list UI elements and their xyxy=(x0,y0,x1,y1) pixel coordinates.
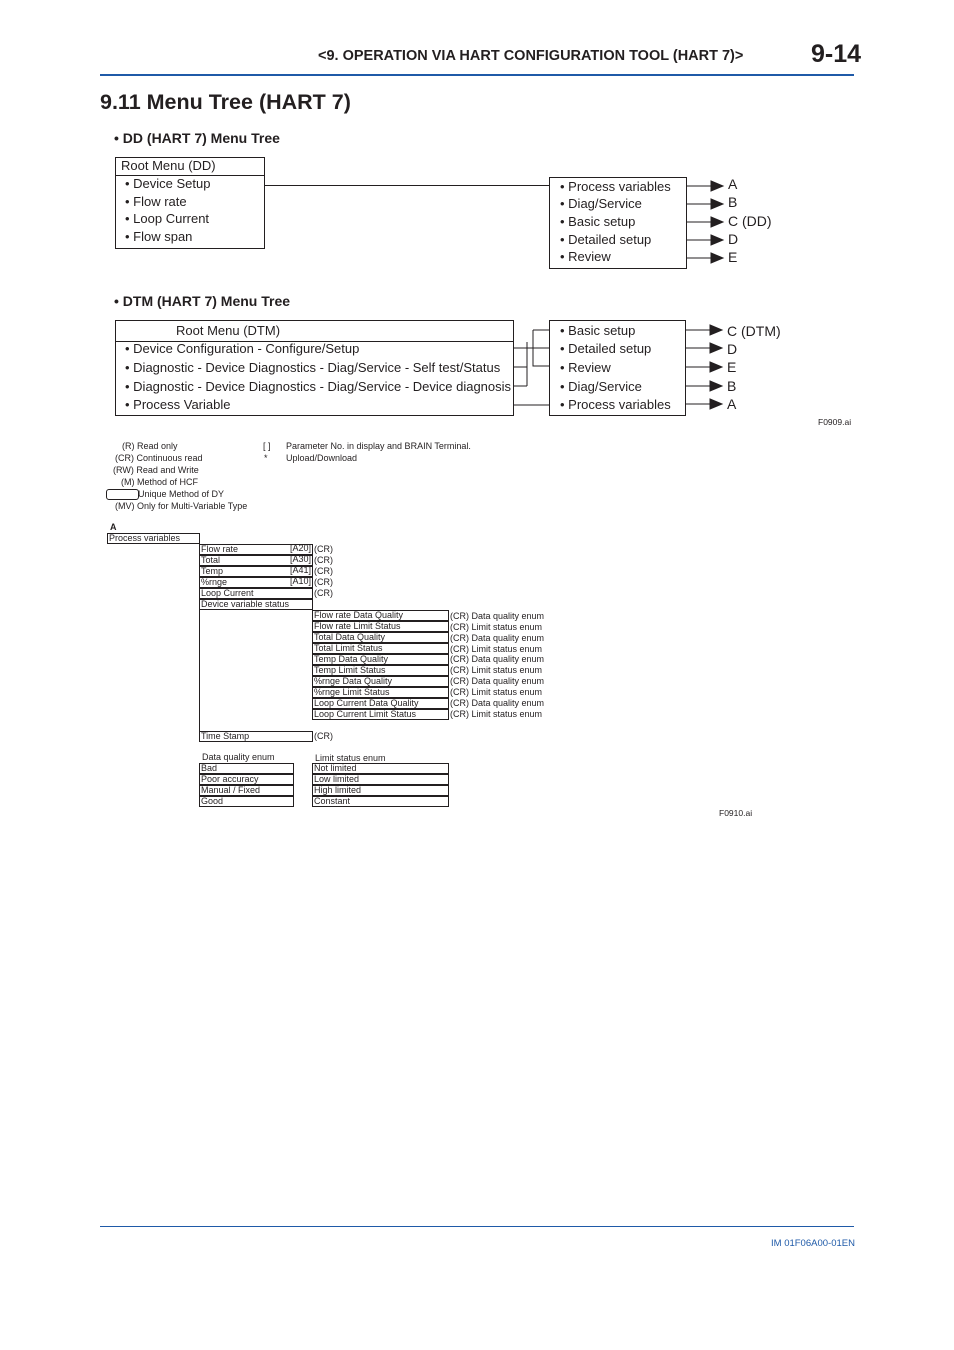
dd-sub-item: • Diag/Service xyxy=(560,196,642,211)
dtm-target-label: C (DTM) xyxy=(727,323,781,339)
figure-id-1: F0909.ai xyxy=(818,417,852,427)
dd-root-label: Root Menu (DD) xyxy=(121,158,216,173)
dd-root-item: • Flow span xyxy=(125,229,193,244)
dtm-sub-item: • Review xyxy=(560,360,611,375)
status-attr: (CR) Data quality enum xyxy=(450,611,545,621)
dd-target-label: E xyxy=(728,249,738,265)
dtm-target-label: B xyxy=(727,378,737,394)
dd-target-label: D xyxy=(728,231,739,247)
status-item: Total Data Quality xyxy=(312,632,449,643)
dd-sub-item: • Basic setup xyxy=(560,214,636,229)
param-number: [A41] xyxy=(289,566,311,575)
access-attr: (CR) xyxy=(314,588,333,598)
tree-a-item: Loop Current xyxy=(199,588,313,599)
status-attr: (CR) Limit status enum xyxy=(450,687,543,697)
dtm-root-item: • Device Configuration - Configure/Setup xyxy=(125,341,360,356)
dtm-target-label: E xyxy=(727,359,737,375)
tree-a-root: Process variables xyxy=(107,533,200,544)
dtm-target-label: A xyxy=(727,396,737,412)
access-attr: (CR) xyxy=(314,544,333,554)
dq-enum-value: Bad xyxy=(199,763,294,774)
figure-id-2: F0910.ai xyxy=(719,808,753,818)
status-attr: (CR) Limit status enum xyxy=(450,709,543,719)
legend-item: (RW) Read and Write xyxy=(113,465,199,475)
status-attr: (CR) Data quality enum xyxy=(450,676,545,686)
tree-a-item xyxy=(199,577,313,588)
ls-enum-value: High limited xyxy=(312,785,449,796)
dtm-target-label: D xyxy=(727,341,738,357)
footer-rule xyxy=(100,1226,854,1227)
status-item: %rnge Data Quality xyxy=(312,676,449,687)
dtm-sub-item: • Basic setup xyxy=(560,323,636,338)
tree-a-item xyxy=(199,555,313,566)
status-attr: (CR) Limit status enum xyxy=(450,665,543,675)
legend-item: (MV) Only for Multi-Variable Type xyxy=(115,501,248,511)
access-attr: (CR) xyxy=(314,566,333,576)
dtm-sub-item: • Diag/Service xyxy=(560,379,642,394)
dq-enum-value: Manual / Fixed xyxy=(199,785,294,796)
dtm-connectors xyxy=(513,320,551,416)
tree-a-item-label: Flow rate xyxy=(201,544,239,554)
dd-connector-line xyxy=(265,185,550,186)
status-attr: (CR) Limit status enum xyxy=(450,622,543,632)
dq-enum-value: Poor accuracy xyxy=(199,774,294,785)
status-attr: (CR) Limit status enum xyxy=(450,644,543,654)
param-number: [A30] xyxy=(289,555,311,564)
ls-enum-value: Not limited xyxy=(312,763,449,774)
dd-root-item: • Flow rate xyxy=(125,194,187,209)
status-item: Loop Current Limit Status xyxy=(312,709,449,720)
legend-symbol: [ ] xyxy=(263,441,271,451)
legend-item: Unique Method of DY xyxy=(138,489,225,499)
access-attr: (CR) xyxy=(314,577,333,587)
dd-target-label: C (DD) xyxy=(728,213,772,229)
section-title: <9. OPERATION VIA HART CONFIGURATION TOOL (HART 7)> xyxy=(318,48,744,64)
legend-symbol: * xyxy=(264,453,268,463)
tree-a-letter: A xyxy=(110,522,117,532)
legend-item: Upload/Download xyxy=(286,453,358,463)
param-number: [A20] xyxy=(289,544,311,553)
access-attr: (CR) xyxy=(314,731,333,741)
tree-a-item-label: Total xyxy=(201,555,221,565)
page-heading: 9.11 Menu Tree (HART 7) xyxy=(100,90,351,114)
status-item: %rnge Limit Status xyxy=(312,687,449,698)
tree-a-item xyxy=(199,544,313,555)
dq-enum-title: Data quality enum xyxy=(202,752,275,762)
dd-root-item: • Loop Current xyxy=(125,211,210,226)
tree-a-item-label: Temp xyxy=(201,566,224,576)
ls-enum-value: Low limited xyxy=(312,774,449,785)
dtm-root-label: Root Menu (DTM) xyxy=(176,323,281,338)
status-item: Flow rate Data Quality xyxy=(312,610,449,621)
tree-a-item-label: %rnge xyxy=(201,577,228,587)
tree-a-item xyxy=(199,566,313,577)
dtm-root-item: • Diagnostic - Device Diagnostics - Diag/Service - Device diagnosis xyxy=(125,379,512,394)
legend-item: (CR) Continuous read xyxy=(115,453,203,463)
dd-sub-item: • Review xyxy=(560,249,611,264)
ls-enum-value: Constant xyxy=(312,796,449,807)
timestamp-item: Time Stamp xyxy=(199,731,313,742)
dtm-root-item: • Process Variable xyxy=(125,397,231,412)
header-rule xyxy=(100,74,854,76)
dtm-root-item: • Diagnostic - Device Diagnostics - Diag/Service - Self test/Status xyxy=(125,360,501,375)
legend-item: Parameter No. in display and BRAIN Terminal. xyxy=(286,441,471,451)
dd-target-label: B xyxy=(728,194,738,210)
status-item: Temp Data Quality xyxy=(312,654,449,665)
ls-enum-title: Limit status enum xyxy=(315,753,386,763)
legend-item: (R) Read only xyxy=(122,441,178,451)
dq-enum-value: Good xyxy=(199,796,294,807)
param-number: [A10] xyxy=(289,577,311,586)
dd-sub-item: • Process variables xyxy=(560,179,671,194)
dd-tree-title: • DD (HART 7) Menu Tree xyxy=(114,130,280,146)
dd-sub-box xyxy=(549,177,687,269)
status-attr: (CR) Data quality enum xyxy=(450,633,545,643)
dd-sub-item: • Detailed setup xyxy=(560,232,652,247)
dtm-tree-title: • DTM (HART 7) Menu Tree xyxy=(114,293,291,309)
legend-item: (M) Method of HCF xyxy=(121,477,199,487)
dtm-sub-item: • Detailed setup xyxy=(560,341,652,356)
doc-id: IM 01F06A00-01EN xyxy=(771,1238,855,1249)
dd-target-label: A xyxy=(728,176,738,192)
page-number: 9-14 xyxy=(811,40,862,68)
tree-a-item: Device variable status xyxy=(199,599,313,610)
dd-root-item: • Device Setup xyxy=(125,176,211,191)
dtm-sub-box xyxy=(549,320,686,416)
dtm-root-box xyxy=(115,320,514,416)
unique-method-symbol xyxy=(106,489,139,500)
status-item: Total Limit Status xyxy=(312,643,449,654)
dd-root-box xyxy=(115,157,265,249)
status-item: Flow rate Limit Status xyxy=(312,621,449,632)
status-attr: (CR) Data quality enum xyxy=(450,698,545,708)
status-item: Loop Current Data Quality xyxy=(312,698,449,709)
dtm-sub-item: • Process variables xyxy=(560,397,671,412)
access-attr: (CR) xyxy=(314,555,333,565)
status-attr: (CR) Data quality enum xyxy=(450,654,545,664)
status-item: Temp Limit Status xyxy=(312,665,449,676)
